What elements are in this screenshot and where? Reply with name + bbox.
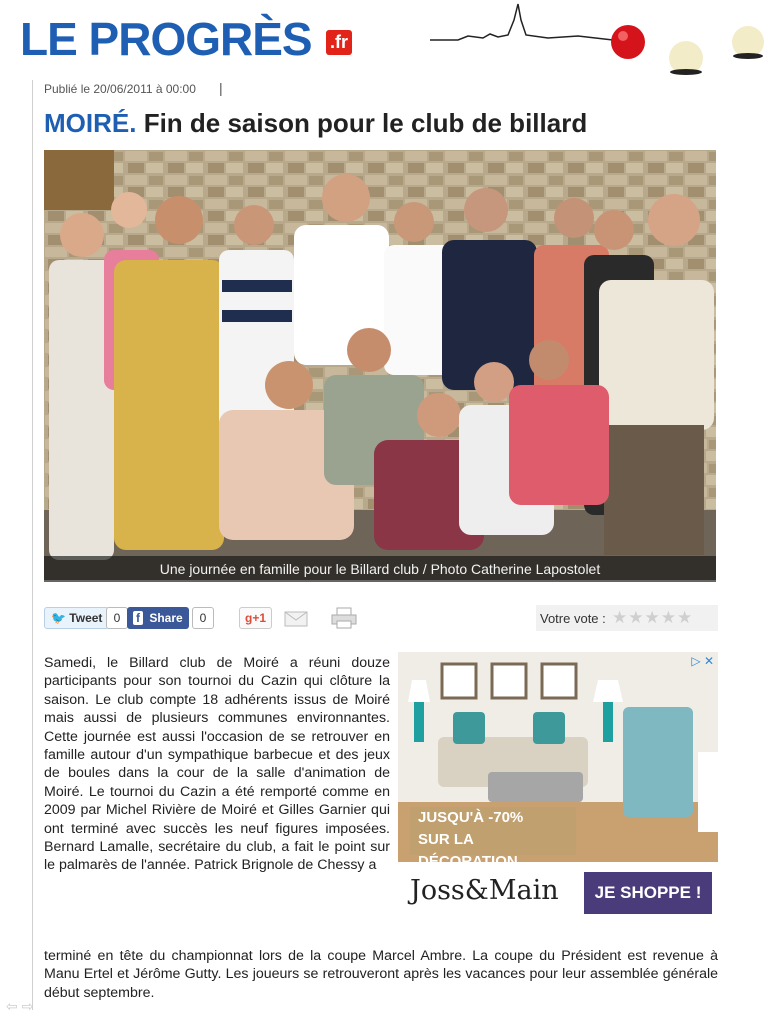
ad-promo-line2: SUR LA DÉCORATION [418,831,518,870]
headline-title: Fin de saison pour le club de billard [143,108,588,138]
back-arrow-icon[interactable]: ⇦ [6,998,18,1014]
ad-promo-line1: JUSQU'À -70% [418,809,524,826]
left-rule [32,80,33,1010]
facebook-icon: f [133,611,143,625]
share-count: 0 [192,607,214,629]
tweet-count: 0 [106,607,128,629]
article-body-wrapped: Samedi, le Billard club de Moiré a réuni douze participants pour son tournoi du Cazin qui clôture la saison. Le club compte 18 adhérents issus de Moiré mais aussi de plusieurs communes environnantes. Cette journée est aussi l'occasion de se retrouver en famille autour d'un sympathique barbecue et des jeux de boules dans la cour de la salle d'animation de Moiré. Le tournoi du Cazin a été remporté comme en 2009 par Michel Rivière de Moiré et Gilles Garnier qui ont terminé avec succès les neuf figures imposées. Bernard Lamalle, secrétaire du club, a fait le point sur le palmarès de l'année. Patrick Brignole de Chessy a [44,655,390,874]
billiard-skyline-decoration [428,0,768,80]
headline-town: MOIRÉ. [44,108,137,138]
email-icon[interactable] [284,611,308,627]
site-logo[interactable]: LE PROGRÈS [20,13,312,65]
article-photo[interactable] [44,150,716,580]
facebook-share-button[interactable] [127,607,189,629]
tweet-label: Tweet [69,611,103,625]
article-headline [44,108,587,139]
footer-nav-icons [6,998,33,1015]
publication-date: Publié le 20/06/2011 à 00:00 [44,82,196,96]
tweet-button[interactable] [44,607,109,629]
social-bar [44,605,718,631]
print-icon[interactable] [331,607,357,629]
twitter-bird-icon: 🐦 [51,611,66,625]
site-header [0,0,768,75]
forward-arrow-icon[interactable]: ⇨ [21,998,34,1014]
vote-widget [536,605,718,631]
ad-brand-logo: Joss&Main [410,875,559,906]
adchoices-icon[interactable]: ▷ ✕ [691,654,714,668]
article-body-full: terminé en tête du championnat lors de la coupe Marcel Ambre. La coupe du Président est revenue à Manu Ertel et Jérôme Gutty. Les joueurs se retrouveront après les vacances pour leur assemblée générale début septembre. [44,948,718,1001]
site-logo-suffix: .fr [326,30,352,55]
rating-stars[interactable]: ★★★★★ [612,608,694,627]
google-plus-button[interactable]: g+1 [239,607,272,629]
photo-caption: Une journée en famille pour le Billard club / Photo Catherine Lapostolet [44,556,716,582]
advertisement[interactable] [398,652,718,920]
group-photo-illustration [44,150,716,580]
ad-shop-button[interactable]: JE SHOPPE ! [584,872,712,914]
vote-label: Votre vote : [540,611,606,626]
date-separator: | [219,80,223,96]
ad-promo-banner [410,807,576,870]
share-label: Share [149,611,183,625]
